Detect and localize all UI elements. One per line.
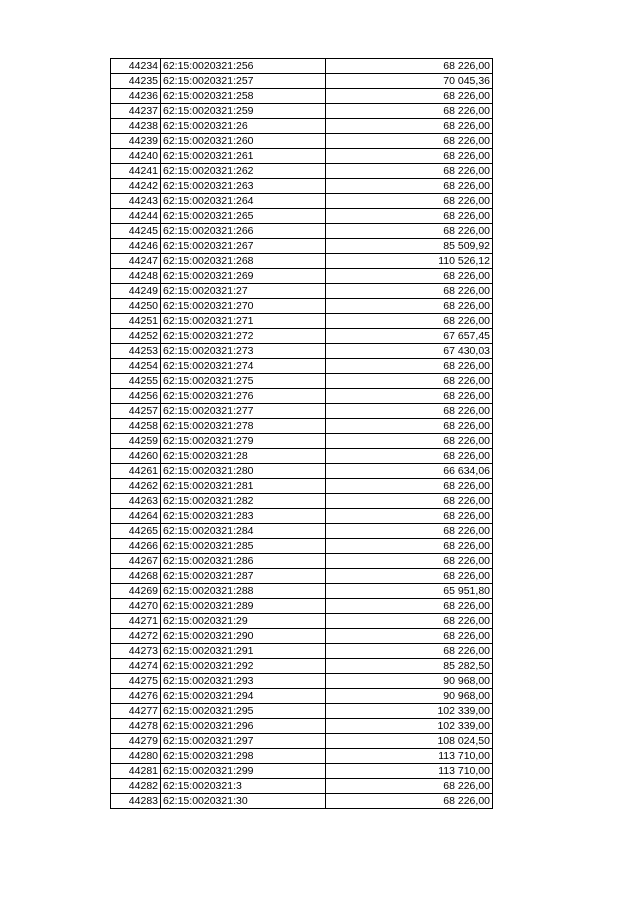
row-number-cell: 44258 [111, 419, 161, 434]
cadastral-value-cell: 68 226,00 [326, 209, 493, 224]
table-row [111, 629, 493, 644]
cadastral-number-cell: 62:15:0020321:295 [161, 704, 326, 719]
cadastral-value-cell: 68 226,00 [326, 419, 493, 434]
table-row [111, 644, 493, 659]
cadastral-number-cell: 62:15:0020321:297 [161, 734, 326, 749]
cadastral-value-cell: 68 226,00 [326, 104, 493, 119]
row-number-cell: 44268 [111, 569, 161, 584]
cadastral-number-cell: 62:15:0020321:299 [161, 764, 326, 779]
cadastral-number-cell: 62:15:0020321:274 [161, 359, 326, 374]
cadastral-value-cell: 90 968,00 [326, 689, 493, 704]
row-number-cell: 44273 [111, 644, 161, 659]
table-row [111, 74, 493, 89]
row-number-cell: 44243 [111, 194, 161, 209]
cadastral-value-cell: 68 226,00 [326, 59, 493, 74]
cadastral-value-cell: 113 710,00 [326, 749, 493, 764]
cadastral-number-cell: 62:15:0020321:281 [161, 479, 326, 494]
table-row [111, 539, 493, 554]
table-row [111, 704, 493, 719]
row-number-cell: 44277 [111, 704, 161, 719]
table-row [111, 569, 493, 584]
row-number-cell: 44246 [111, 239, 161, 254]
cadastral-value-cell: 68 226,00 [326, 524, 493, 539]
row-number-cell: 44251 [111, 314, 161, 329]
table-row [111, 254, 493, 269]
cadastral-number-cell: 62:15:0020321:282 [161, 494, 326, 509]
cadastral-value-cell: 68 226,00 [326, 224, 493, 239]
cadastral-value-cell: 68 226,00 [326, 479, 493, 494]
row-number-cell: 44276 [111, 689, 161, 704]
row-number-cell: 44261 [111, 464, 161, 479]
table-row [111, 419, 493, 434]
table-row [111, 749, 493, 764]
cadastral-number-cell: 62:15:0020321:273 [161, 344, 326, 359]
row-number-cell: 44263 [111, 494, 161, 509]
row-number-cell: 44256 [111, 389, 161, 404]
table-row [111, 164, 493, 179]
row-number-cell: 44254 [111, 359, 161, 374]
table-row [111, 689, 493, 704]
table-row [111, 119, 493, 134]
row-number-cell: 44252 [111, 329, 161, 344]
row-number-cell: 44255 [111, 374, 161, 389]
cadastral-number-cell: 62:15:0020321:296 [161, 719, 326, 734]
cadastral-value-cell: 68 226,00 [326, 299, 493, 314]
row-number-cell: 44245 [111, 224, 161, 239]
table-row [111, 89, 493, 104]
cadastral-value-cell: 102 339,00 [326, 719, 493, 734]
cadastral-number-cell: 62:15:0020321:264 [161, 194, 326, 209]
cadastral-value-cell: 68 226,00 [326, 614, 493, 629]
cadastral-value-cell: 68 226,00 [326, 179, 493, 194]
row-number-cell: 44271 [111, 614, 161, 629]
cadastral-number-cell: 62:15:0020321:276 [161, 389, 326, 404]
cadastral-number-cell: 62:15:0020321:294 [161, 689, 326, 704]
table-row [111, 344, 493, 359]
row-number-cell: 44266 [111, 539, 161, 554]
table-row [111, 794, 493, 809]
cadastral-value-cell: 68 226,00 [326, 149, 493, 164]
cadastral-number-cell: 62:15:0020321:27 [161, 284, 326, 299]
cadastral-value-table [110, 58, 493, 809]
table-row [111, 59, 493, 74]
row-number-cell: 44275 [111, 674, 161, 689]
row-number-cell: 44234 [111, 59, 161, 74]
row-number-cell: 44249 [111, 284, 161, 299]
cadastral-value-cell: 68 226,00 [326, 434, 493, 449]
cadastral-number-cell: 62:15:0020321:288 [161, 584, 326, 599]
cadastral-value-cell: 68 226,00 [326, 389, 493, 404]
cadastral-number-cell: 62:15:0020321:265 [161, 209, 326, 224]
table-row [111, 299, 493, 314]
cadastral-value-cell: 68 226,00 [326, 269, 493, 284]
cadastral-number-cell: 62:15:0020321:269 [161, 269, 326, 284]
row-number-cell: 44269 [111, 584, 161, 599]
row-number-cell: 44257 [111, 404, 161, 419]
document-page [110, 58, 493, 809]
cadastral-number-cell: 62:15:0020321:293 [161, 674, 326, 689]
table-row [111, 179, 493, 194]
cadastral-value-cell: 102 339,00 [326, 704, 493, 719]
table-row [111, 554, 493, 569]
table-row [111, 314, 493, 329]
cadastral-value-cell: 68 226,00 [326, 374, 493, 389]
row-number-cell: 44267 [111, 554, 161, 569]
cadastral-number-cell: 62:15:0020321:268 [161, 254, 326, 269]
cadastral-number-cell: 62:15:0020321:285 [161, 539, 326, 554]
cadastral-value-cell: 67 430,03 [326, 344, 493, 359]
cadastral-value-cell: 68 226,00 [326, 509, 493, 524]
table-body [111, 59, 493, 809]
cadastral-value-cell: 68 226,00 [326, 119, 493, 134]
cadastral-number-cell: 62:15:0020321:287 [161, 569, 326, 584]
table-row [111, 584, 493, 599]
cadastral-number-cell: 62:15:0020321:262 [161, 164, 326, 179]
table-row [111, 194, 493, 209]
cadastral-number-cell: 62:15:0020321:266 [161, 224, 326, 239]
cadastral-value-cell: 68 226,00 [326, 449, 493, 464]
cadastral-number-cell: 62:15:0020321:278 [161, 419, 326, 434]
cadastral-value-cell: 68 226,00 [326, 644, 493, 659]
row-number-cell: 44281 [111, 764, 161, 779]
table-row [111, 359, 493, 374]
cadastral-value-cell: 108 024,50 [326, 734, 493, 749]
row-number-cell: 44244 [111, 209, 161, 224]
cadastral-number-cell: 62:15:0020321:256 [161, 59, 326, 74]
cadastral-number-cell: 62:15:0020321:267 [161, 239, 326, 254]
cadastral-number-cell: 62:15:0020321:286 [161, 554, 326, 569]
cadastral-value-cell: 68 226,00 [326, 134, 493, 149]
cadastral-number-cell: 62:15:0020321:291 [161, 644, 326, 659]
row-number-cell: 44264 [111, 509, 161, 524]
row-number-cell: 44274 [111, 659, 161, 674]
cadastral-number-cell: 62:15:0020321:283 [161, 509, 326, 524]
table-row [111, 209, 493, 224]
cadastral-number-cell: 62:15:0020321:3 [161, 779, 326, 794]
row-number-cell: 44240 [111, 149, 161, 164]
cadastral-number-cell: 62:15:0020321:277 [161, 404, 326, 419]
cadastral-value-cell: 110 526,12 [326, 254, 493, 269]
table-row [111, 764, 493, 779]
row-number-cell: 44238 [111, 119, 161, 134]
row-number-cell: 44237 [111, 104, 161, 119]
table-row [111, 779, 493, 794]
cadastral-value-cell: 68 226,00 [326, 359, 493, 374]
table-row [111, 509, 493, 524]
cadastral-number-cell: 62:15:0020321:290 [161, 629, 326, 644]
cadastral-value-cell: 66 634,06 [326, 464, 493, 479]
cadastral-value-cell: 85 509,92 [326, 239, 493, 254]
cadastral-value-cell: 68 226,00 [326, 554, 493, 569]
cadastral-number-cell: 62:15:0020321:257 [161, 74, 326, 89]
table-row [111, 284, 493, 299]
row-number-cell: 44239 [111, 134, 161, 149]
table-row [111, 659, 493, 674]
cadastral-value-cell: 68 226,00 [326, 404, 493, 419]
row-number-cell: 44241 [111, 164, 161, 179]
cadastral-number-cell: 62:15:0020321:279 [161, 434, 326, 449]
cadastral-value-cell: 70 045,36 [326, 74, 493, 89]
table-row [111, 719, 493, 734]
table-row [111, 389, 493, 404]
row-number-cell: 44280 [111, 749, 161, 764]
cadastral-number-cell: 62:15:0020321:263 [161, 179, 326, 194]
row-number-cell: 44270 [111, 599, 161, 614]
table-row [111, 374, 493, 389]
row-number-cell: 44279 [111, 734, 161, 749]
row-number-cell: 44242 [111, 179, 161, 194]
cadastral-number-cell: 62:15:0020321:271 [161, 314, 326, 329]
table-row [111, 269, 493, 284]
cadastral-number-cell: 62:15:0020321:298 [161, 749, 326, 764]
cadastral-value-cell: 68 226,00 [326, 794, 493, 809]
row-number-cell: 44262 [111, 479, 161, 494]
cadastral-value-cell: 68 226,00 [326, 164, 493, 179]
row-number-cell: 44248 [111, 269, 161, 284]
cadastral-number-cell: 62:15:0020321:280 [161, 464, 326, 479]
row-number-cell: 44253 [111, 344, 161, 359]
cadastral-value-cell: 68 226,00 [326, 284, 493, 299]
table-row [111, 464, 493, 479]
table-row [111, 449, 493, 464]
cadastral-value-cell: 68 226,00 [326, 569, 493, 584]
table-row [111, 224, 493, 239]
table-row [111, 674, 493, 689]
table-row [111, 404, 493, 419]
table-row [111, 434, 493, 449]
cadastral-value-cell: 68 226,00 [326, 494, 493, 509]
row-number-cell: 44235 [111, 74, 161, 89]
row-number-cell: 44236 [111, 89, 161, 104]
table-row [111, 479, 493, 494]
table-row [111, 524, 493, 539]
table-row [111, 239, 493, 254]
cadastral-number-cell: 62:15:0020321:260 [161, 134, 326, 149]
cadastral-number-cell: 62:15:0020321:28 [161, 449, 326, 464]
row-number-cell: 44278 [111, 719, 161, 734]
cadastral-number-cell: 62:15:0020321:272 [161, 329, 326, 344]
table-row [111, 104, 493, 119]
cadastral-value-cell: 68 226,00 [326, 629, 493, 644]
row-number-cell: 44272 [111, 629, 161, 644]
cadastral-number-cell: 62:15:0020321:284 [161, 524, 326, 539]
cadastral-number-cell: 62:15:0020321:261 [161, 149, 326, 164]
cadastral-value-cell: 68 226,00 [326, 89, 493, 104]
cadastral-number-cell: 62:15:0020321:258 [161, 89, 326, 104]
cadastral-number-cell: 62:15:0020321:292 [161, 659, 326, 674]
table-row [111, 134, 493, 149]
table-row [111, 614, 493, 629]
table-row [111, 599, 493, 614]
cadastral-number-cell: 62:15:0020321:29 [161, 614, 326, 629]
cadastral-number-cell: 62:15:0020321:275 [161, 374, 326, 389]
cadastral-value-cell: 90 968,00 [326, 674, 493, 689]
cadastral-value-cell: 67 657,45 [326, 329, 493, 344]
cadastral-value-cell: 68 226,00 [326, 779, 493, 794]
table-row [111, 734, 493, 749]
cadastral-number-cell: 62:15:0020321:259 [161, 104, 326, 119]
cadastral-value-cell: 68 226,00 [326, 599, 493, 614]
cadastral-number-cell: 62:15:0020321:30 [161, 794, 326, 809]
table-row [111, 494, 493, 509]
row-number-cell: 44283 [111, 794, 161, 809]
cadastral-number-cell: 62:15:0020321:289 [161, 599, 326, 614]
row-number-cell: 44259 [111, 434, 161, 449]
cadastral-value-cell: 65 951,80 [326, 584, 493, 599]
cadastral-value-cell: 68 226,00 [326, 194, 493, 209]
cadastral-value-cell: 68 226,00 [326, 539, 493, 554]
table-row [111, 329, 493, 344]
cadastral-number-cell: 62:15:0020321:26 [161, 119, 326, 134]
cadastral-number-cell: 62:15:0020321:270 [161, 299, 326, 314]
table-row [111, 149, 493, 164]
row-number-cell: 44247 [111, 254, 161, 269]
cadastral-value-cell: 113 710,00 [326, 764, 493, 779]
row-number-cell: 44260 [111, 449, 161, 464]
cadastral-value-cell: 85 282,50 [326, 659, 493, 674]
cadastral-value-cell: 68 226,00 [326, 314, 493, 329]
row-number-cell: 44282 [111, 779, 161, 794]
row-number-cell: 44265 [111, 524, 161, 539]
row-number-cell: 44250 [111, 299, 161, 314]
